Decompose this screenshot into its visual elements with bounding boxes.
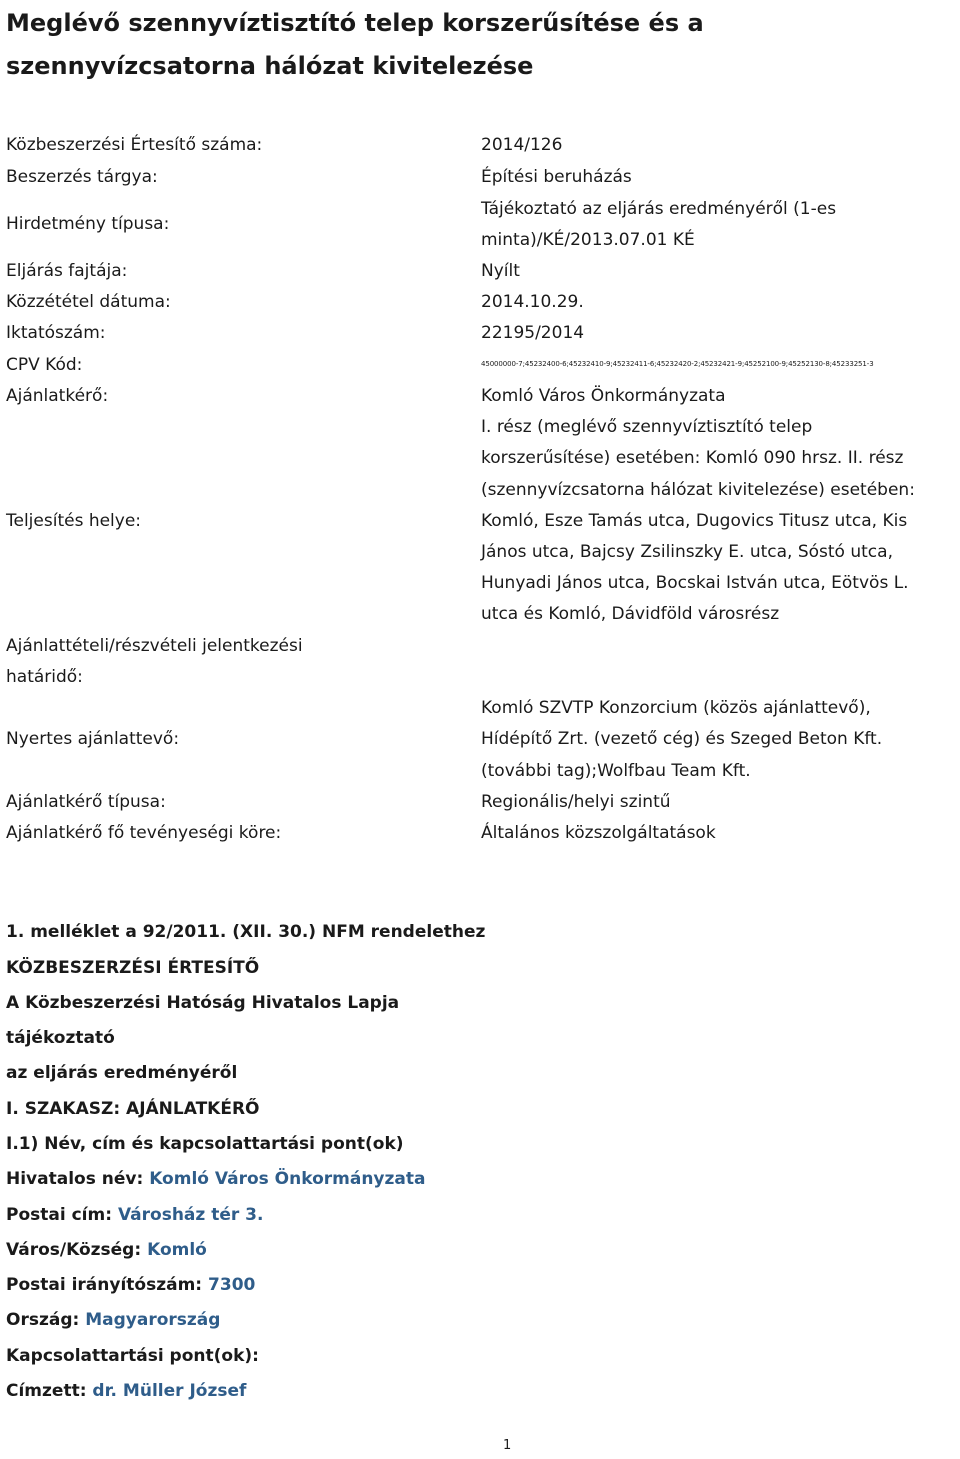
postcode-value: 7300 — [208, 1275, 256, 1295]
title-line-2: szennyvízcsatorna hálózat kivitelezése — [6, 52, 534, 80]
official-name-label: Hivatalos név: — [6, 1169, 150, 1189]
teljesites-line: (szennyvízcsatorna hálózat kivitelezése) esetében: — [481, 480, 915, 500]
targy-label: Beszerzés tárgya: — [6, 167, 158, 187]
ajanlatkero-label: Ajánlatkérő: — [6, 386, 109, 406]
addressee-label: Címzett: — [6, 1381, 93, 1401]
addressee-row — [6, 1374, 246, 1409]
nyertes-label: Nyertes ajánlattevő: — [6, 729, 180, 749]
tevekenyseg-label: Ajánlatkérő fő tevényeségi köre: — [6, 823, 282, 843]
subsection-heading: I.1) Név, cím és kapcsolattartási pont(ok) — [6, 1134, 404, 1154]
country-label: Ország: — [6, 1310, 86, 1330]
annex-line: 1. melléklet a 92/2011. (XII. 30.) NFM rendelethez — [6, 922, 486, 942]
datum-label: Közzététel dátuma: — [6, 292, 171, 312]
teljesites-line: Hunyadi János utca, Bocskai István utca, Eötvös L. — [481, 573, 909, 593]
fajta-label: Eljárás fajtája: — [6, 261, 128, 281]
postcode-row — [6, 1268, 255, 1303]
nyertes-line: Hídépítő Zrt. (vezető cég) és Szeged Beton Kft. — [481, 729, 883, 749]
hirdetmeny-value-1: Tájékoztató az eljárás eredményéről (1-es — [481, 199, 837, 219]
country-value: Magyarország — [85, 1310, 221, 1330]
hatarido-label-2: határidő: — [6, 667, 83, 687]
section-heading: I. SZAKASZ: AJÁNLATKÉRŐ — [6, 1099, 260, 1119]
official-name-value: Komló Város Önkormányzata — [149, 1169, 426, 1189]
datum-value: 2014.10.29. — [481, 292, 584, 312]
nyertes-line: Komló SZVTP Konzorcium (közös ajánlattevő), — [481, 698, 871, 718]
city-value: Komló — [147, 1240, 207, 1260]
postal-address-label: Postai cím: — [6, 1205, 118, 1225]
postcode-label: Postai irányítószám: — [6, 1275, 209, 1295]
country-row — [6, 1303, 220, 1338]
fajta-value: Nyílt — [481, 261, 520, 281]
hatarido-label-1: Ajánlattételi/részvételi jelentkezési — [6, 636, 303, 656]
notice-type: tájékoztató — [6, 1028, 115, 1048]
cpv-label: CPV Kód: — [6, 355, 83, 375]
contact-points-label: Kapcsolattartási pont(ok): — [6, 1346, 259, 1366]
gazette-title: KÖZBESZERZÉSI ÉRTESÍTŐ — [6, 958, 260, 978]
teljesites-line: utca és Komló, Dávidföld városrész — [481, 604, 780, 624]
iktato-label: Iktatószám: — [6, 323, 106, 343]
addressee-name: Müller József — [117, 1381, 247, 1401]
tipus-label: Ajánlatkérő típusa: — [6, 792, 166, 812]
tipus-value: Regionális/helyi szintű — [481, 792, 671, 812]
postal-address-row — [6, 1198, 263, 1233]
teljesites-line: I. rész (meglévő szennyvíztisztító telep — [481, 417, 813, 437]
ertesito-label: Közbeszerzési Értesítő száma: — [6, 135, 263, 155]
ertesito-value: 2014/126 — [481, 135, 563, 155]
teljesites-line: korszerűsítése) esetében: Komló 090 hrsz. II. rész — [481, 448, 904, 468]
teljesites-line: Komló, Esze Tamás utca, Dugovics Titusz utca, Kis — [481, 511, 908, 531]
tevekenyseg-value: Általános közszolgáltatások — [481, 823, 716, 843]
official-name-row — [6, 1162, 425, 1197]
hirdetmeny-value-2: minta)/KÉ/2013.07.01 KÉ — [481, 230, 695, 250]
notice-subject: az eljárás eredményéről — [6, 1063, 238, 1083]
addressee-title: dr. — [92, 1381, 118, 1401]
city-label: Város/Község: — [6, 1240, 148, 1260]
title-line-1: Meglévő szennyvíztisztító telep korszerűsítése és a — [6, 9, 704, 37]
page-title — [6, 2, 946, 88]
page-number: 1 — [503, 1438, 512, 1453]
targy-value: Építési beruházás — [481, 167, 632, 187]
cpv-value: 45000000-7;45232400-6;45232410-9;45232411-6;45232420-2;45232421-9;45252100-9;45252130-8;45233251-3 — [481, 360, 874, 368]
city-row — [6, 1233, 207, 1268]
postal-address-value: Városház tér 3. — [117, 1205, 264, 1225]
iktato-value: 22195/2014 — [481, 323, 585, 343]
teljesites-line: János utca, Bajcsy Zsilinszky E. utca, Sóstó utca, — [481, 542, 893, 562]
ajanlatkero-value: Komló Város Önkormányzata — [481, 386, 726, 406]
gazette-subtitle: A Közbeszerzési Hatóság Hivatalos Lapja — [6, 993, 400, 1013]
hirdetmeny-label: Hirdetmény típusa: — [6, 214, 170, 234]
nyertes-line: (további tag);Wolfbau Team Kft. — [481, 761, 751, 781]
teljesites-label: Teljesítés helye: — [6, 511, 142, 531]
